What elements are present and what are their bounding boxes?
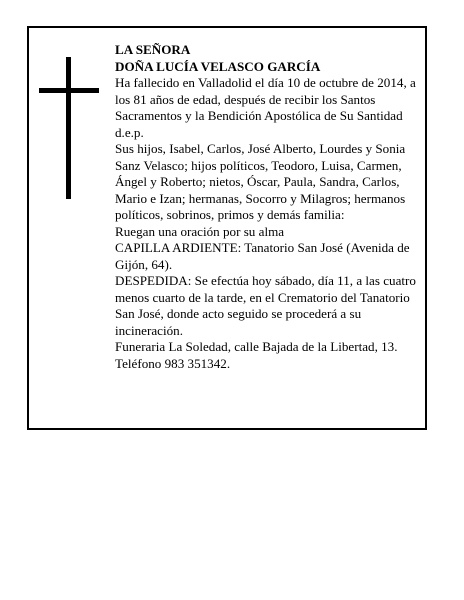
cross-icon	[39, 57, 99, 199]
death-notice: Ha fallecido en Valladolid el día 10 de octubre de 2014, a los 81 años de edad, después de recibir los Santos Sacramentos y la Bendición Apostólica de Su Santidad d.e.p.	[115, 75, 416, 140]
honorific: LA SEÑORA	[115, 42, 191, 57]
farewell-info: DESPEDIDA: Se efectúa hoy sábado, día 11, a las cuatro menos cuarto de la tarde, en el Crematorio del Tanatorio San José, donde acto seguido se procederá a su incineración.	[115, 273, 416, 338]
cross-horizontal-bar	[39, 88, 99, 93]
family-list: Sus hijos, Isabel, Carlos, José Alberto, Lourdes y Sonia Sanz Velasco; hijos políticos, Teodoro, Luisa, Carmen, Ángel y Roberto; nietos, Óscar, Paula, Sandra, Carlos, Mario e Izan; hermanas, Socorro y Milagros; hermanos políticos, sobrinos, primos y demás familia:	[115, 141, 406, 222]
obituary-notice	[27, 26, 427, 430]
cross-vertical-bar	[66, 57, 71, 199]
obituary-text	[115, 42, 422, 372]
prayer-request: Ruegan una oración por su alma	[115, 223, 285, 239]
funeral-home-info: Funeraria La Soledad, calle Bajada de la Libertad, 13. Teléfono 983 351342.	[115, 339, 398, 371]
deceased-name: DOÑA LUCÍA VELASCO GARCÍA	[115, 58, 321, 74]
chapel-info: CAPILLA ARDIENTE: Tanatorio San José (Avenida de Gijón, 64).	[115, 240, 410, 272]
